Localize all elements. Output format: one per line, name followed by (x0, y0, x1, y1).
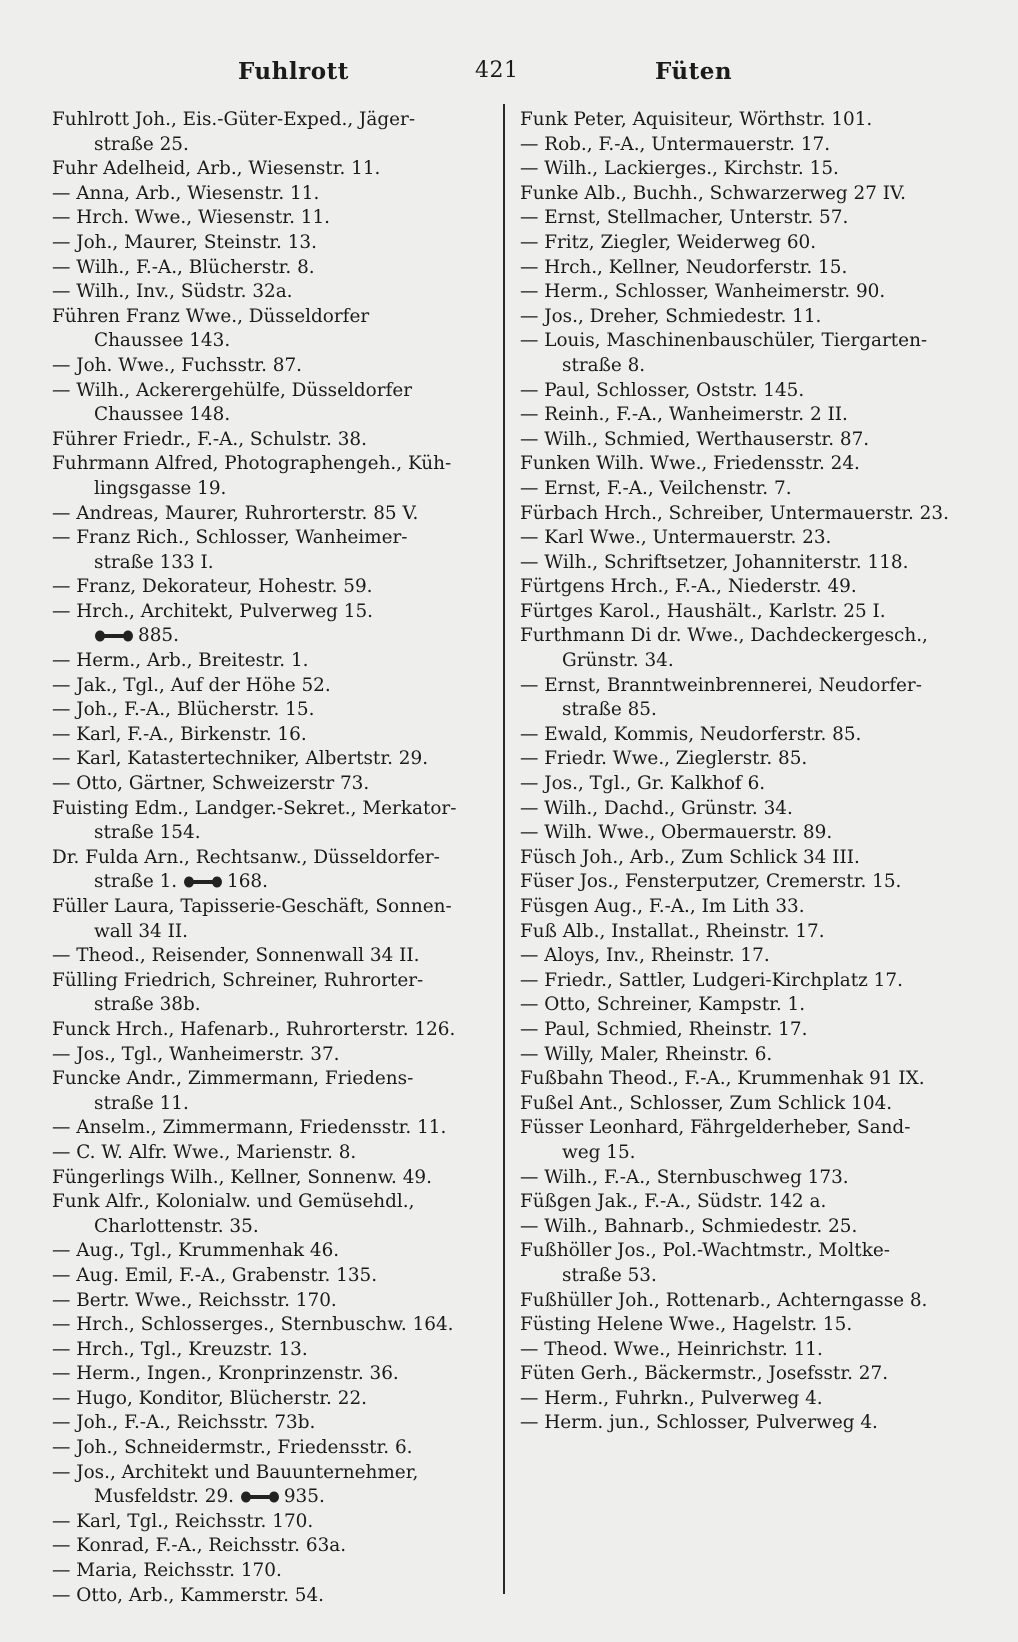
directory-entry: — Friedr., Sattler, Ludgeri-Kirchplatz 17. (520, 969, 903, 991)
entry-continuation: straße 154. (94, 822, 201, 844)
telephone-icon (240, 1491, 280, 1503)
directory-entry: Fürbach Hrch., Schreiber, Untermauerstr. 23. (520, 502, 949, 524)
directory-entry: — Hrch., Architekt, Pulverweg 15. (52, 600, 374, 622)
directory-entry: — Bertr. Wwe., Reichsstr. 170. (52, 1289, 337, 1311)
telephone-icon (94, 630, 134, 642)
directory-entry: — Jos., Tgl., Wanheimerstr. 37. (52, 1043, 340, 1065)
directory-entry: — Jak., Tgl., Auf der Höhe 52. (52, 674, 331, 696)
directory-entry: — Jos., Tgl., Gr. Kalkhof 6. (520, 773, 766, 795)
directory-entry: Fülling Friedrich, Schreiner, Ruhrorter- (52, 969, 424, 991)
directory-entry: Führen Franz Wwe., Düsseldorfer (52, 305, 370, 327)
directory-entry: — Friedr. Wwe., Zieglerstr. 85. (520, 748, 808, 770)
directory-entry: — Karl, F.-A., Birkenstr. 16. (52, 723, 307, 745)
entry-continuation: straße 53. (562, 1264, 657, 1286)
directory-entry: Furthmann Di dr. Wwe., Dachdeckergesch., (520, 625, 928, 647)
directory-entry: Fußbahn Theod., F.-A., Krummenhak 91 IX. (520, 1068, 925, 1090)
entry-continuation: Charlottenstr. 35. (94, 1215, 259, 1237)
telephone-icon (183, 876, 223, 888)
directory-entry: Fürtgens Hrch., F.-A., Niederstr. 49. (520, 576, 857, 598)
entry-continuation: weg 15. (562, 1141, 636, 1163)
directory-entry: — Theod., Reisender, Sonnenwall 34 II. (52, 945, 420, 967)
directory-entry: — Herm., Schlosser, Wanheimerstr. 90. (520, 281, 886, 303)
directory-entry: — Karl, Tgl., Reichsstr. 170. (52, 1510, 314, 1532)
directory-entry: — Ewald, Kommis, Neudorferstr. 85. (520, 723, 862, 745)
directory-entry: — Anna, Arb., Wiesenstr. 11. (52, 182, 320, 204)
directory-entry: Füßgen Jak., F.-A., Südstr. 142 a. (520, 1191, 827, 1213)
directory-entry: — Anselm., Zimmermann, Friedensstr. 11. (52, 1117, 447, 1139)
directory-entry: Fußhüller Joh., Rottenarb., Achterngasse 8. (520, 1289, 928, 1311)
entry-continuation: straße 8. (562, 354, 646, 376)
directory-entry: — Ernst, Branntweinbrennerei, Neudorfer- (520, 674, 922, 696)
left-column (52, 108, 490, 1608)
directory-entry: — Aloys, Inv., Rheinstr. 17. (520, 945, 770, 967)
entry-continuation: straße 11. (94, 1092, 189, 1114)
directory-entry: — Wilh., Schriftsetzer, Johanniterstr. 118. (520, 551, 909, 573)
directory-entry: — Wilh., Schmied, Werthauserstr. 87. (520, 428, 870, 450)
directory-entry: — Hrch., Kellner, Neudorferstr. 15. (520, 256, 848, 278)
directory-entry: — Wilh., Inv., Südstr. 32a. (52, 281, 293, 303)
directory-entry: — Fritz, Ziegler, Weiderweg 60. (520, 231, 817, 253)
directory-entry: Funcke Andr., Zimmermann, Friedens- (52, 1068, 414, 1090)
directory-entry: Füsser Leonhard, Fährgelderheber, Sand- (520, 1117, 911, 1139)
running-head-right: Füten (655, 58, 733, 85)
entry-continuation (52, 1485, 490, 1510)
directory-entry: — Joh., F.-A., Reichsstr. 73b. (52, 1412, 316, 1434)
right-column (520, 108, 960, 1436)
phone-number: 885. (138, 625, 179, 647)
entry-continuation: Chaussee 143. (94, 330, 231, 352)
directory-entry: Füngerlings Wilh., Kellner, Sonnenw. 49. (52, 1166, 432, 1188)
directory-entry: — Joh., Maurer, Steinstr. 13. (52, 231, 317, 253)
directory-entry: — Herm., Fuhrkn., Pulverweg 4. (520, 1387, 823, 1409)
directory-entry: — Wilh., Dachd., Grünstr. 34. (520, 797, 793, 819)
directory-entry: — Wilh., Lackierges., Kirchstr. 15. (520, 158, 839, 180)
entry-continuation: straße 85. (562, 699, 657, 721)
directory-entry: — Hugo, Konditor, Blücherstr. 22. (52, 1387, 367, 1409)
directory-entry: — Herm., Arb., Breitestr. 1. (52, 650, 309, 672)
directory-entry: Funke Alb., Buchh., Schwarzerweg 27 IV. (520, 182, 906, 204)
directory-entry: Fuhr Adelheid, Arb., Wiesenstr. 11. (52, 158, 381, 180)
directory-entry: — Hrch., Schlosserges., Sternbuschw. 164. (52, 1314, 454, 1336)
directory-entry: — Hrch. Wwe., Wiesenstr. 11. (52, 207, 331, 229)
directory-entry: — Wilh., Ackerergehülfe, Düsseldorfer (52, 379, 412, 401)
entry-continuation: straße 133 I. (94, 551, 214, 573)
directory-entry: Funck Hrch., Hafenarb., Ruhrorterstr. 126. (52, 1018, 456, 1040)
directory-entry: — C. W. Alfr. Wwe., Marienstr. 8. (52, 1141, 357, 1163)
directory-entry: — Ernst, Stellmacher, Unterstr. 57. (520, 207, 849, 229)
directory-entry: — Herm. jun., Schlosser, Pulverweg 4. (520, 1412, 878, 1434)
directory-entry: — Aug. Emil, F.-A., Grabenstr. 135. (52, 1264, 378, 1286)
directory-entry: — Konrad, F.-A., Reichsstr. 63a. (52, 1535, 347, 1557)
directory-entry: — Hrch., Tgl., Kreuzstr. 13. (52, 1338, 308, 1360)
entry-continuation: Chaussee 148. (94, 404, 231, 426)
entry-continuation: straße 38b. (94, 994, 201, 1016)
directory-entry: — Ernst, F.-A., Veilchenstr. 7. (520, 477, 792, 499)
directory-entry: — Wilh., Bahnarb., Schmiedestr. 25. (520, 1215, 858, 1237)
directory-entry: — Franz, Dekorateur, Hohestr. 59. (52, 576, 373, 598)
directory-entry: — Otto, Arb., Kammerstr. 54. (52, 1584, 325, 1606)
directory-entry: Füsgen Aug., F.-A., Im Lith 33. (520, 896, 805, 917)
directory-entry: Fuß Alb., Installat., Rheinstr. 17. (520, 920, 825, 942)
directory-entry: — Franz Rich., Schlosser, Wanheimer- (52, 527, 408, 549)
directory-entry: — Otto, Gärtner, Schweizerstr 73. (52, 773, 370, 795)
directory-entry: Füller Laura, Tapisserie-Geschäft, Sonnen- (52, 896, 452, 917)
directory-entry: — Joh., F.-A., Blücherstr. 15. (52, 699, 315, 721)
directory-entry: — Louis, Maschinenbauschüler, Tiergarten- (520, 330, 928, 352)
directory-entry: — Joh. Wwe., Fuchsstr. 87. (52, 354, 303, 376)
directory-entry: Fußhöller Jos., Pol.-Wachtmstr., Moltke- (520, 1240, 890, 1262)
directory-entry: Funk Alfr., Kolonialw. und Gemüsehdl., (52, 1191, 415, 1213)
entry-continuation (52, 624, 490, 649)
entry-continuation: Grünstr. 34. (562, 650, 674, 672)
phone-number: 168. (227, 871, 268, 893)
directory-entry: Dr. Fulda Arn., Rechtsanw., Düsseldorfer- (52, 846, 440, 868)
entry-text: Musfeldstr. 29. (94, 1486, 240, 1508)
page-number: 421 (475, 58, 519, 83)
directory-entry: — Jos., Architekt und Bauunternehmer, (52, 1461, 419, 1483)
directory-entry: — Paul, Schlosser, Oststr. 145. (520, 379, 805, 401)
directory-entry: Fürtges Karol., Haushält., Karlstr. 25 I. (520, 600, 886, 622)
entry-text: straße 1. (94, 871, 183, 893)
directory-entry: Fuhlrott Joh., Eis.-Güter-Exped., Jäger- (52, 109, 416, 130)
directory-entry: — Paul, Schmied, Rheinstr. 17. (520, 1018, 808, 1040)
directory-entry: — Jos., Dreher, Schmiedestr. 11. (520, 305, 822, 327)
directory-entry: — Wilh., F.-A., Sternbuschweg 173. (520, 1166, 849, 1188)
directory-entry: — Aug., Tgl., Krummenhak 46. (52, 1240, 340, 1262)
directory-entry: — Rob., F.-A., Untermauerstr. 17. (520, 133, 831, 155)
directory-entry: — Maria, Reichsstr. 170. (52, 1560, 282, 1582)
directory-entry: — Karl Wwe., Untermauerstr. 23. (520, 527, 832, 549)
entry-continuation: straße 25. (94, 133, 189, 155)
directory-entry: — Wilh., F.-A., Blücherstr. 8. (52, 256, 315, 278)
directory-entry: — Theod. Wwe., Heinrichstr. 11. (520, 1338, 823, 1360)
entry-continuation: lingsgasse 19. (94, 477, 227, 499)
directory-entry: — Reinh., F.-A., Wanheimerstr. 2 II. (520, 404, 848, 426)
directory-entry: — Andreas, Maurer, Ruhrorterstr. 85 V. (52, 502, 419, 524)
directory-entry: — Otto, Schreiner, Kampstr. 1. (520, 994, 806, 1016)
directory-entry: — Herm., Ingen., Kronprinzenstr. 36. (52, 1363, 399, 1385)
directory-entry: Funken Wilh. Wwe., Friedensstr. 24. (520, 453, 860, 475)
directory-entry: — Wilh. Wwe., Obermauerstr. 89. (520, 822, 833, 844)
directory-entry: Fußel Ant., Schlosser, Zum Schlick 104. (520, 1092, 893, 1114)
directory-entry: — Joh., Schneidermstr., Friedensstr. 6. (52, 1437, 413, 1459)
directory-entry: Fuhrmann Alfred, Photographengeh., Küh- (52, 453, 452, 475)
directory-entry: Führer Friedr., F.-A., Schulstr. 38. (52, 428, 367, 450)
directory-entry: Füser Jos., Fensterputzer, Cremerstr. 15. (520, 871, 902, 893)
directory-entry: — Karl, Katastertechniker, Albertstr. 29. (52, 748, 429, 770)
directory-entry: Fuisting Edm., Landger.-Sekret., Merkator- (52, 797, 457, 819)
entry-continuation (52, 870, 490, 895)
directory-entry: Füsch Joh., Arb., Zum Schlick 34 III. (520, 846, 860, 868)
directory-entry: Funk Peter, Aquisiteur, Wörthstr. 101. (520, 109, 873, 130)
running-head-left: Fuhlrott (238, 58, 349, 85)
entry-continuation: wall 34 II. (94, 920, 188, 942)
phone-number: 935. (283, 1486, 325, 1508)
directory-entry: Füten Gerh., Bäckermstr., Josefsstr. 27. (520, 1363, 889, 1385)
directory-entry: Füsting Helene Wwe., Hagelstr. 15. (520, 1314, 853, 1336)
column-divider (503, 104, 505, 1594)
directory-entry: — Willy, Maler, Rheinstr. 6. (520, 1043, 773, 1065)
